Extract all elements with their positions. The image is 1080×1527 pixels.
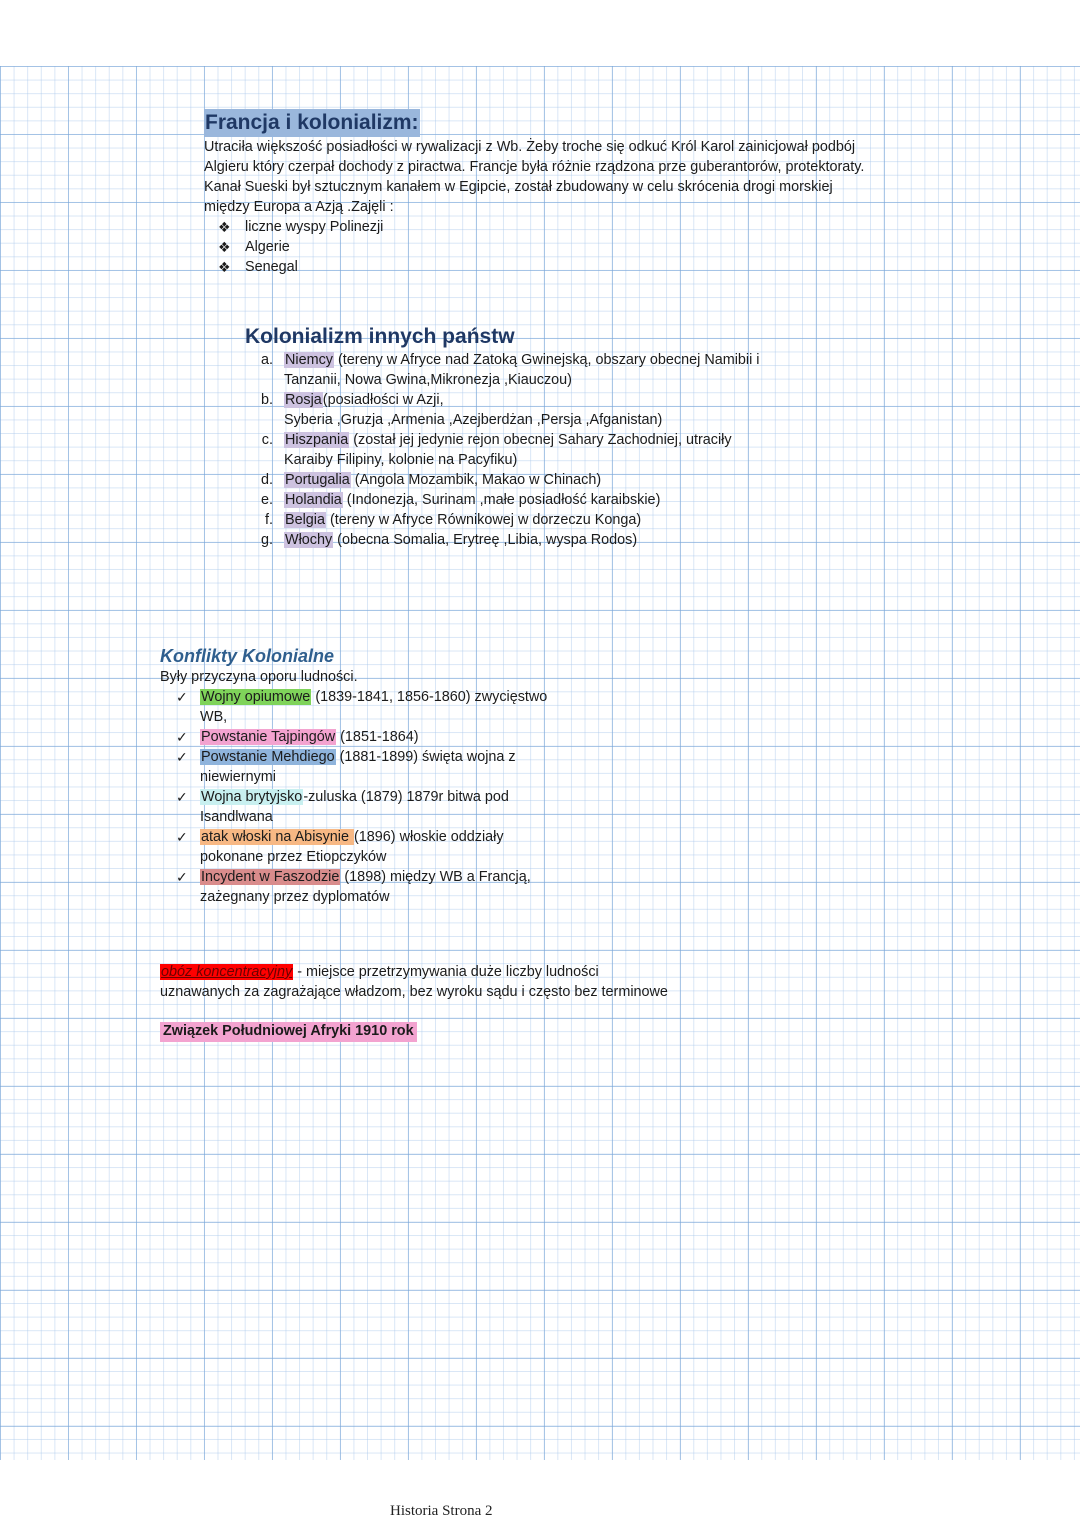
event-highlight: Powstanie Tajpingów: [201, 729, 336, 745]
list-item-continuation: Tanzanii, Nowa Gwina,Mikronezja ,Kiauczou): [284, 372, 572, 388]
diamond-bullet-icon: ❖: [218, 239, 231, 255]
list-item-continuation: WB,: [200, 709, 228, 725]
diamond-bullet-icon: ❖: [218, 259, 231, 275]
list-item: [200, 788, 509, 808]
diamond-bullet-icon: ❖: [218, 219, 231, 235]
list-marker: b.: [260, 392, 273, 408]
list-item: [284, 511, 641, 531]
item-text: (Angola Mozambik, Makao w Chinach): [350, 472, 602, 488]
list-marker: d.: [260, 472, 273, 488]
item-text: (1881-1899) święta wojna z: [335, 749, 516, 765]
checkmark-icon: ✓: [176, 689, 188, 705]
item-text: (obecna Somalia, Erytreę ,Libia, wyspa Rodos): [333, 532, 638, 548]
checkmark-icon: ✓: [176, 829, 188, 845]
item-text: (1839-1841, 1856-1860) zwycięstwo: [311, 689, 548, 705]
list-item: Senegal: [245, 259, 298, 275]
item-text: (posiadłości w Azji,: [322, 392, 444, 408]
item-text: (1851-1864): [336, 729, 419, 745]
definition-term: obóz koncentracyjny: [161, 964, 293, 980]
list-marker: f.: [265, 512, 273, 528]
paragraph-line: Utraciła większość posiadłości w rywalizacji z Wb. Żeby troche się odkuć Król Karol zainicjował podbój: [204, 139, 856, 155]
list-item: [200, 868, 531, 888]
list-item-continuation: pokonane przez Etiopczyków: [200, 849, 387, 865]
item-text: (został jej jedynie rejon obecnej Sahary Zachodniej, utraciły: [349, 432, 732, 448]
list-item: [284, 431, 732, 451]
list-item: [284, 471, 601, 491]
list-item: [284, 491, 660, 511]
list-item: [284, 531, 637, 551]
event-highlight: atak włoski na Abisynie: [201, 829, 353, 845]
list-item: [200, 748, 516, 768]
list-item-continuation: zażegnany przez dyplomatów: [200, 889, 390, 905]
list-item: [200, 728, 419, 748]
event-highlight: Wojny opiumowe: [201, 689, 311, 705]
country-highlight: Holandia: [285, 492, 342, 508]
checkmark-icon: ✓: [176, 789, 188, 805]
country-highlight: Hiszpania: [285, 432, 349, 448]
item-text: (tereny w Afryce nad Zatoką Gwinejską, obszary obecnej Namibii i: [333, 352, 760, 368]
paragraph-line: Algieru który czerpał dochody z piractwa. Francje była różnie rządzona prze guberantorów, protektoraty.: [204, 159, 865, 175]
definition-text: - miejsce przetrzymywania duże liczby ludności: [293, 964, 599, 980]
country-highlight: Belgia: [285, 512, 326, 528]
paragraph-line: między Europa a Azją .Zajęli :: [204, 199, 394, 215]
list-marker: a.: [260, 352, 273, 368]
checkmark-icon: ✓: [176, 729, 188, 745]
item-text: -zuluska (1879) 1879r bitwa pod: [303, 789, 509, 805]
item-text: (Indonezja, Surinam ,małe posiadłość karaibskie): [342, 492, 661, 508]
list-item: [284, 391, 444, 411]
item-text: (tereny w Afryce Równikowej w dorzeczu Konga): [326, 512, 642, 528]
highlighted-note: Związek Południowej Afryki 1910 rok: [160, 1022, 417, 1042]
section-title-francja: Francja i kolonializm:: [204, 109, 420, 137]
page-footer: Historia Strona 2: [390, 1503, 493, 1519]
item-text: (1896) włoskie oddziały: [353, 829, 504, 845]
list-item-continuation: niewiernymi: [200, 769, 276, 785]
country-highlight: Niemcy: [285, 352, 333, 368]
event-highlight: Incydent w Faszodzie: [201, 869, 340, 885]
list-item-continuation: Syberia ,Gruzja ,Armenia ,Azejberdżan ,Persja ,Afganistan): [284, 412, 663, 428]
list-item-continuation: Isandlwana: [200, 809, 273, 825]
event-highlight: Powstanie Mehdiego: [201, 749, 335, 765]
paragraph-line: Kanał Sueski był sztucznym kanałem w Egipcie, został zbudowany w celu skrócenia drogi morskiej: [204, 179, 833, 195]
grid-paper-background: [0, 66, 1080, 1460]
checkmark-icon: ✓: [176, 749, 188, 765]
list-marker: e.: [260, 492, 273, 508]
event-highlight: Wojna brytyjsko: [201, 789, 303, 805]
list-marker: g.: [260, 532, 273, 548]
list-item: Algerie: [245, 239, 290, 255]
section-title-konflikty: Konflikty Kolonialne: [160, 646, 335, 666]
list-item: [200, 828, 504, 848]
section3-intro: Były przyczyna oporu ludności.: [160, 669, 358, 685]
item-text: (1898) między WB a Francją,: [340, 869, 531, 885]
list-item: [284, 351, 760, 371]
checkmark-icon: ✓: [176, 869, 188, 885]
country-highlight: Portugalia: [285, 472, 350, 488]
definition-continuation: uznawanych za zagrażające władzom, bez wyroku sądu i często bez terminowe: [160, 984, 668, 1000]
list-item: [200, 688, 547, 708]
list-item-continuation: Karaiby Filipiny, kolonie na Pacyfiku): [284, 452, 518, 468]
country-highlight: Rosja: [285, 392, 322, 408]
country-highlight: Włochy: [285, 532, 333, 548]
definition-line: [160, 963, 599, 983]
list-marker: c.: [261, 432, 273, 448]
list-item: liczne wyspy Polinezji: [245, 219, 384, 235]
section-title-kolonializm: Kolonializm innych państw: [245, 325, 515, 348]
